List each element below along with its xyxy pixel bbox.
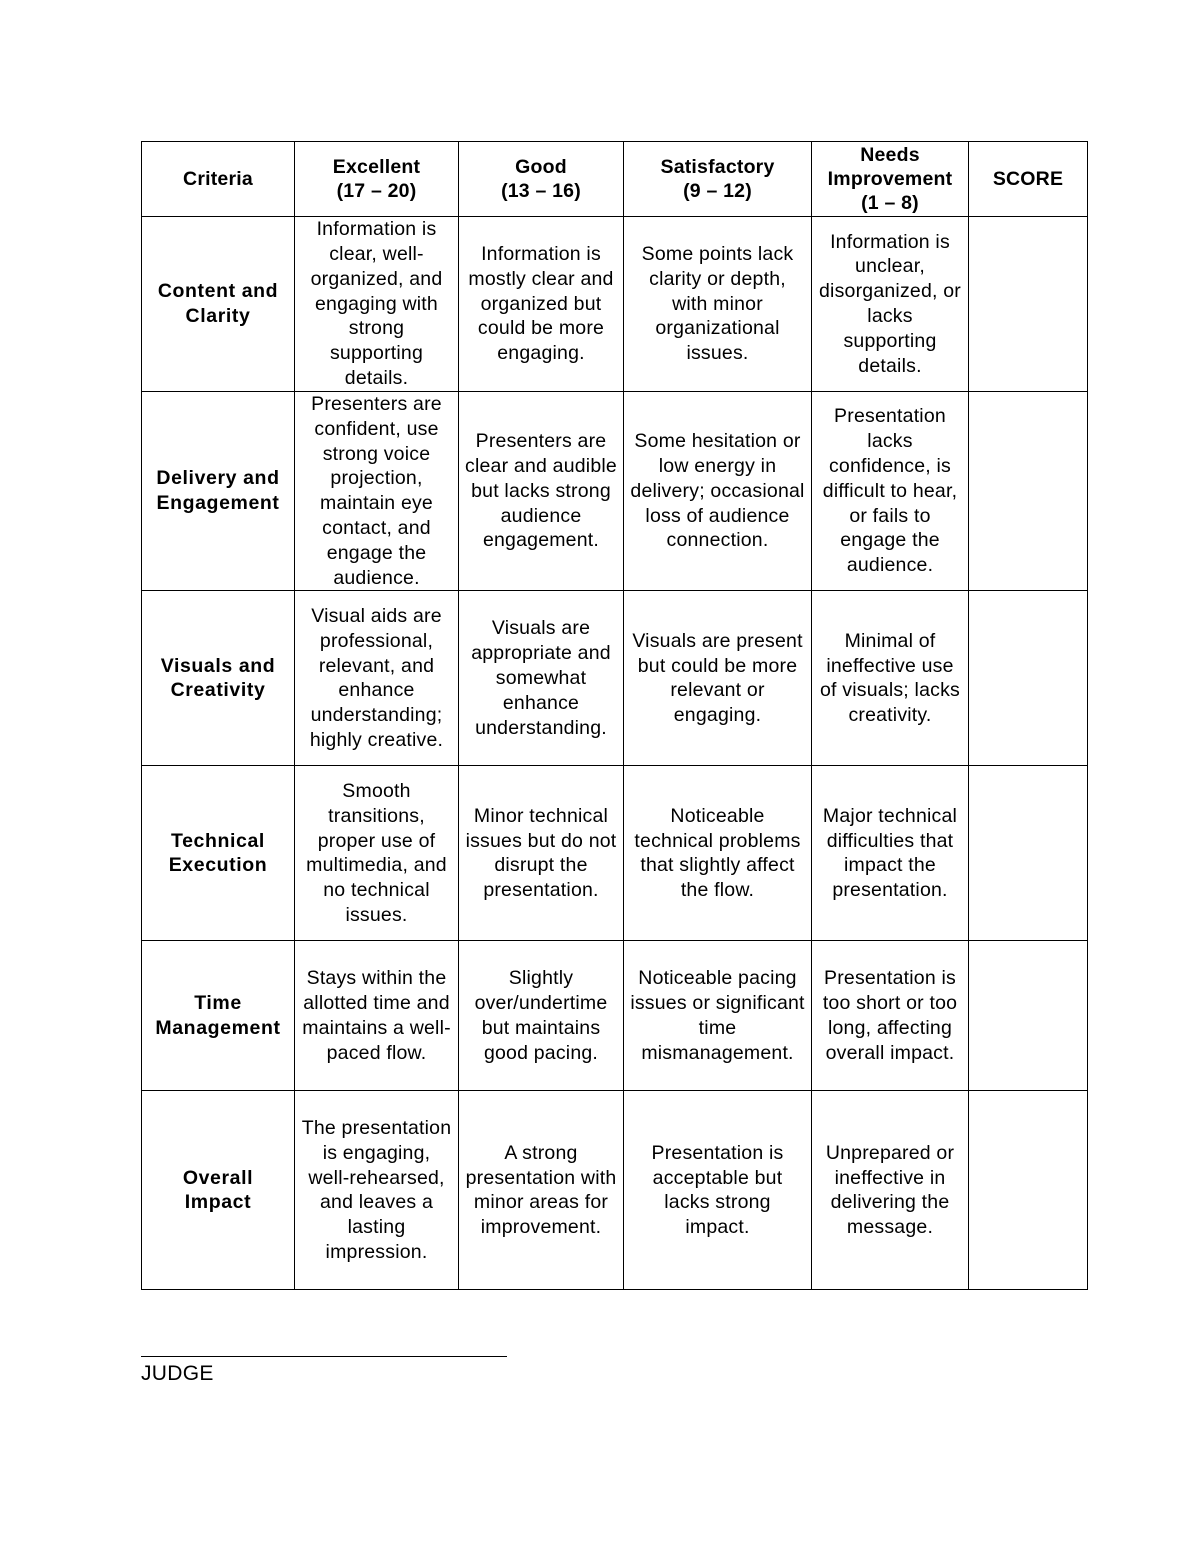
excellent-cell: Information is clear, well-organized, and engaging with strong supporting details. <box>295 217 459 392</box>
signature-line <box>141 1356 507 1357</box>
needs-improvement-cell: Minimal of ineffective use of visuals; lacks creativity. <box>812 591 969 766</box>
excellent-cell: Visual aids are professional, relevant, and enhance understanding; highly creative. <box>295 591 459 766</box>
score-cell[interactable] <box>969 766 1088 941</box>
excellent-cell: Presenters are confident, use strong voice projection, maintain eye contact, and engage the audience. <box>295 392 459 591</box>
header-satisfactory <box>624 142 812 217</box>
good-cell: Presenters are clear and audible but lacks strong audience engagement. <box>459 392 624 591</box>
header-excellent-label: Excellent <box>332 156 421 178</box>
score-cell[interactable] <box>969 217 1088 392</box>
table-row <box>142 941 1088 1091</box>
needs-improvement-cell: Major technical difficulties that impact the presentation. <box>812 766 969 941</box>
good-cell: A strong presentation with minor areas for improvement. <box>459 1091 624 1290</box>
satisfactory-cell: Visuals are present but could be more relevant or engaging. <box>624 591 812 766</box>
criterion-cell: Time Management <box>142 941 295 1091</box>
criterion-cell: Technical Execution <box>142 766 295 941</box>
excellent-cell: Stays within the allotted time and maintains a well-paced flow. <box>295 941 459 1091</box>
table-row <box>142 217 1088 392</box>
score-cell[interactable] <box>969 591 1088 766</box>
satisfactory-cell: Noticeable pacing issues or significant time mismanagement. <box>624 941 812 1091</box>
header-row <box>142 142 1088 217</box>
header-satisfactory-label: Satisfactory <box>660 156 775 178</box>
satisfactory-cell: Presentation is acceptable but lacks strong impact. <box>624 1091 812 1290</box>
score-cell[interactable] <box>969 941 1088 1091</box>
satisfactory-cell: Some points lack clarity or depth, with minor organizational issues. <box>624 217 812 392</box>
header-needs-label-2: Improvement <box>827 168 953 190</box>
table-row <box>142 766 1088 941</box>
good-cell: Visuals are appropriate and somewhat enhance understanding. <box>459 591 624 766</box>
excellent-cell: Smooth transitions, proper use of multimedia, and no technical issues. <box>295 766 459 941</box>
table-row <box>142 591 1088 766</box>
criterion-cell: Overall Impact <box>142 1091 295 1290</box>
score-cell[interactable] <box>969 1091 1088 1290</box>
criterion-cell: Content and Clarity <box>142 217 295 392</box>
header-good-label: Good <box>515 156 567 178</box>
header-needs-label-1: Needs <box>860 144 920 166</box>
header-excellent <box>295 142 459 217</box>
header-satisfactory-range: (9 – 12) <box>683 180 752 202</box>
header-good-range: (13 – 16) <box>501 180 581 202</box>
needs-improvement-cell: Presentation lacks confidence, is difficult to hear, or fails to engage the audience. <box>812 392 969 591</box>
header-good <box>459 142 624 217</box>
good-cell: Minor technical issues but do not disrupt the presentation. <box>459 766 624 941</box>
table-row <box>142 1091 1088 1290</box>
needs-improvement-cell: Unprepared or ineffective in delivering the message. <box>812 1091 969 1290</box>
satisfactory-cell: Noticeable technical problems that slightly affect the flow. <box>624 766 812 941</box>
needs-improvement-cell: Information is unclear, disorganized, or lacks supporting details. <box>812 217 969 392</box>
criterion-cell: Visuals and Creativity <box>142 591 295 766</box>
header-score: SCORE <box>969 142 1088 217</box>
header-needs-improvement <box>812 142 969 217</box>
header-excellent-range: (17 – 20) <box>336 180 417 202</box>
rubric-table <box>141 141 1088 1290</box>
criterion-cell: Delivery and Engagement <box>142 392 295 591</box>
good-cell: Information is mostly clear and organized but could be more engaging. <box>459 217 624 392</box>
signature-label: JUDGE <box>141 1362 214 1385</box>
excellent-cell: The presentation is engaging, well-rehearsed, and leaves a lasting impression. <box>295 1091 459 1290</box>
header-needs-range: (1 – 8) <box>861 192 919 214</box>
needs-improvement-cell: Presentation is too short or too long, affecting overall impact. <box>812 941 969 1091</box>
score-cell[interactable] <box>969 392 1088 591</box>
good-cell: Slightly over/undertime but maintains good pacing. <box>459 941 624 1091</box>
header-criteria: Criteria <box>142 142 295 217</box>
satisfactory-cell: Some hesitation or low energy in delivery; occasional loss of audience connection. <box>624 392 812 591</box>
table-row <box>142 392 1088 591</box>
